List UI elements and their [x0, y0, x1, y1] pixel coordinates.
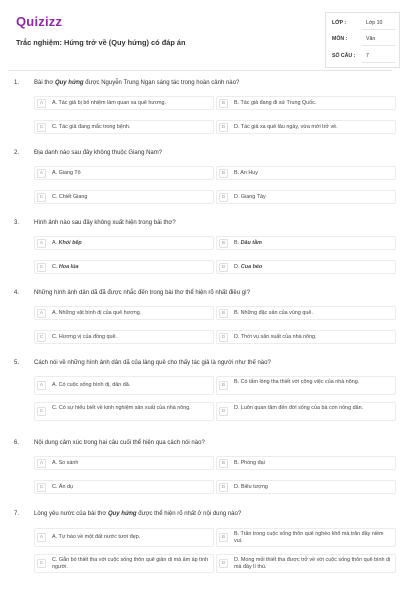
question-text: Những hình ảnh dân dã đã được nhắc đến trong bài thơ thể hiện rõ nhất điều gì?: [34, 290, 251, 296]
option-text: C. Hoa lúa: [52, 264, 79, 270]
option-c[interactable]: [34, 190, 214, 204]
option-c[interactable]: [34, 402, 214, 421]
option-letter: B: [219, 459, 228, 468]
option-text: D. Mong mỏi thiết tha được trở về với cuộc sống thôn quê bình dị mà đầy lí thú.: [234, 557, 391, 570]
option-letter: D: [219, 559, 228, 568]
option-text: D. Luôn quan tâm đến đời sống của bà con nông dân.: [234, 405, 364, 411]
option-text: D. Cua béo: [234, 264, 263, 270]
meta-count-value: 7: [366, 53, 369, 59]
meta-divider: [362, 45, 396, 46]
option-c[interactable]: [34, 120, 214, 134]
quizizz-logo: Quizizz: [16, 14, 63, 29]
option-letter: C: [37, 483, 46, 492]
meta-divider: [362, 29, 396, 30]
option-text: B. An Huy: [234, 170, 258, 176]
meta-subject: [332, 36, 375, 42]
meta-count: [332, 53, 369, 59]
option-d[interactable]: [216, 480, 396, 494]
option-a[interactable]: [34, 166, 214, 180]
option-text: A. Khói bếp: [52, 240, 82, 246]
option-text: D. Giang Tây: [234, 194, 266, 200]
option-text: B. Tác giả đang đi sứ Trung Quốc.: [234, 100, 317, 106]
option-text: C. Hương vị của đồng quê.: [52, 334, 117, 340]
option-text: B. Dâu tằm: [234, 240, 262, 246]
option-a[interactable]: [34, 96, 214, 110]
option-letter: D: [219, 123, 228, 132]
option-letter: D: [219, 407, 228, 416]
question-text: Cách nói về những hình ảnh dân dã của làng quê cho thấy tác giả là người như thế nào?: [34, 360, 271, 366]
question-number: 7.: [14, 511, 20, 517]
option-letter: D: [219, 193, 228, 202]
option-letter: D: [219, 263, 228, 272]
option-text: C. Gắn bó thiết tha với cuộc sống thôn quê giản dị mà ấm áp tình người.: [52, 557, 209, 570]
option-letter: A: [37, 381, 46, 390]
option-letter: C: [37, 193, 46, 202]
option-b[interactable]: [216, 528, 396, 547]
option-b[interactable]: [216, 166, 396, 180]
option-a[interactable]: [34, 456, 214, 470]
option-d[interactable]: [216, 120, 396, 134]
option-text: B. Những đặc sản của vùng quê.: [234, 310, 313, 316]
meta-class-label: LỚP :: [332, 20, 347, 26]
option-d[interactable]: [216, 330, 396, 344]
question-text: Hình ảnh nào sau đây không xuất hiện trong bài thơ?: [34, 220, 176, 226]
question-number: 1.: [14, 80, 20, 86]
option-text: A. Tác giả bị bổ nhiệm làm quan xa quê hương.: [52, 100, 167, 106]
option-letter: B: [219, 169, 228, 178]
option-b[interactable]: [216, 376, 396, 395]
option-a[interactable]: [34, 376, 214, 395]
question-text: Lòng yêu nước của bài thơ Quy hứng được thể hiện rõ nhất ở nội dung nào?: [34, 511, 242, 517]
option-text: C. Có sự hiểu biết về kinh nghiệm sản xuất của nhà nông.: [52, 405, 191, 411]
question-text: Bài thơ Quy hứng được Nguyễn Trung Ngạn sáng tác trong hoàn cảnh nào?: [34, 80, 240, 86]
option-letter: C: [37, 559, 46, 568]
option-letter: B: [219, 533, 228, 542]
option-text: D. Thời vụ sản xuất của nhà nông.: [234, 334, 317, 340]
meta-subject-value: Văn: [366, 36, 376, 42]
question-number: 5.: [14, 360, 20, 366]
meta-count-label: SỐ CÂU :: [332, 53, 356, 59]
option-text: B. Phóng đại: [234, 460, 265, 466]
meta-class: [332, 20, 382, 26]
option-a[interactable]: [34, 306, 214, 320]
option-text: A. So sánh: [52, 460, 79, 466]
option-letter: B: [219, 381, 228, 390]
meta-divider: [362, 62, 396, 63]
option-d[interactable]: [216, 402, 396, 421]
option-letter: A: [37, 309, 46, 318]
option-a[interactable]: [34, 236, 214, 250]
option-letter: B: [219, 99, 228, 108]
option-d[interactable]: [216, 190, 396, 204]
option-c[interactable]: [34, 330, 214, 344]
option-letter: A: [37, 533, 46, 542]
option-letter: A: [37, 239, 46, 248]
option-d[interactable]: [216, 260, 396, 274]
option-text: A. Giang Tô: [52, 170, 81, 176]
option-c[interactable]: [34, 260, 214, 274]
option-b[interactable]: [216, 96, 396, 110]
option-letter: A: [37, 459, 46, 468]
meta-box: [325, 12, 400, 68]
option-letter: C: [37, 123, 46, 132]
option-b[interactable]: [216, 456, 396, 470]
option-d[interactable]: [216, 554, 396, 573]
option-letter: C: [37, 263, 46, 272]
option-text: C. Ẩn dụ: [52, 484, 73, 490]
option-a[interactable]: [34, 528, 214, 547]
question-number: 3.: [14, 220, 20, 226]
question-number: 6.: [14, 440, 20, 446]
question-number: 2.: [14, 150, 20, 156]
option-b[interactable]: [216, 236, 396, 250]
option-letter: A: [37, 99, 46, 108]
option-text: D. Tác giả xa quê lâu ngày, vừa mới trở về.: [234, 124, 338, 130]
option-text: C. Chiết Giang: [52, 194, 88, 200]
option-text: A. Có cuộc sống bình dị, dân dã.: [52, 382, 131, 388]
option-text: B. Trăn trong cuộc sống thôn quê nghèo khổ mà trăn đầy niềm vui.: [234, 531, 384, 544]
option-c[interactable]: [34, 554, 214, 573]
option-text: D. Biểu tượng: [234, 484, 268, 490]
option-b[interactable]: [216, 306, 396, 320]
header-divider: [8, 70, 392, 71]
option-letter: B: [219, 309, 228, 318]
option-letter: A: [37, 169, 46, 178]
question-number: 4.: [14, 290, 20, 296]
question-text: Nội dung cảm xúc trong hai câu cuối thể hiện qua cách nói nào?: [34, 440, 205, 446]
option-letter: C: [37, 407, 46, 416]
option-text: B. Có tấm lòng tha thiết với công việc của nhà nông.: [234, 379, 360, 385]
option-letter: B: [219, 239, 228, 248]
header: [8, 8, 392, 70]
meta-class-value: Lớp 10: [366, 20, 383, 26]
option-text: A. Những vật bình dị của quê hương.: [52, 310, 142, 316]
option-letter: D: [219, 333, 228, 342]
worksheet-title: Trắc nghiệm: Hứng trở về (Quy hứng) có đáp án: [16, 38, 186, 47]
option-text: A. Tự hào về một đất nước tươi đẹp.: [52, 534, 141, 540]
option-text: C. Tác giả đang mắc trong bệnh.: [52, 124, 131, 130]
option-c[interactable]: [34, 480, 214, 494]
meta-subject-label: MÔN :: [332, 36, 348, 42]
option-letter: D: [219, 483, 228, 492]
option-letter: C: [37, 333, 46, 342]
question-text: Địa danh nào sau đây không thuộc Giang Nam?: [34, 150, 163, 156]
